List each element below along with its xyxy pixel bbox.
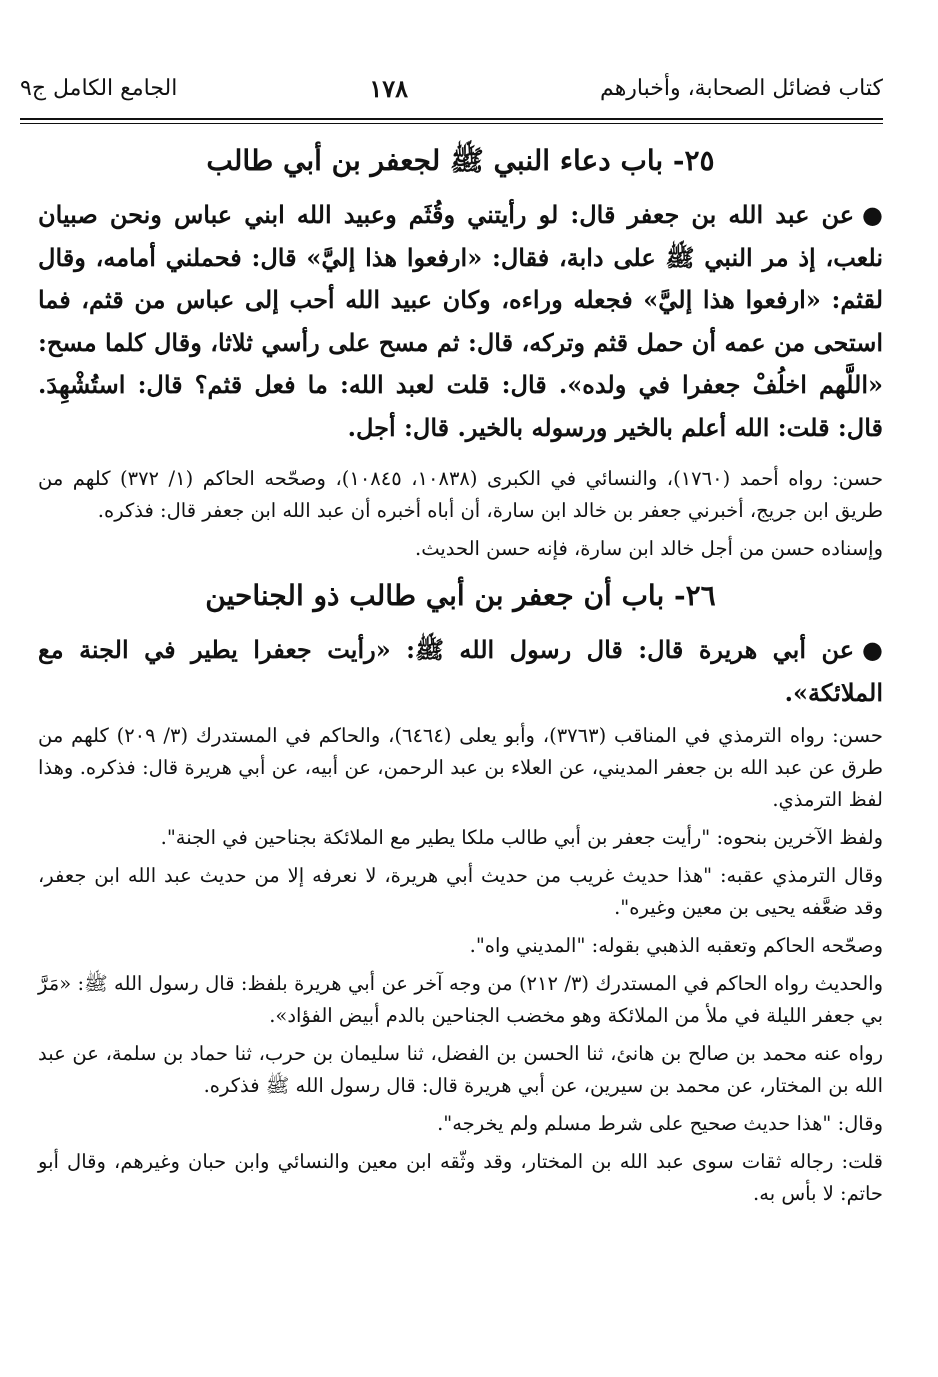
header-rule-thick xyxy=(20,118,883,120)
running-header xyxy=(20,68,883,108)
note-26-8: قلت: رجاله ثقات سوى عبد الله بن المختار، وقد وثّقه ابن معين والنسائي وابن حبان وغيرهم، وقال أبو حاتم: لا بأس به. xyxy=(38,1150,883,1205)
note-26-7: وقال: "هذا حديث صحيح على شرط مسلم ولم يخرجه". xyxy=(437,1112,883,1135)
hadith-text-26 xyxy=(38,629,883,714)
bullet-icon: ● xyxy=(862,635,883,664)
hadith-26-body: عن أبي هريرة قال: قال رسول الله ﷺ: «رأيت جعفرا يطير في الجنة مع الملائكة». xyxy=(38,635,883,707)
header-volume: الجامع الكامل ج٩ xyxy=(20,75,178,101)
header-book-title: كتاب فضائل الصحابة، وأخبارهم xyxy=(600,75,883,101)
hadith-25-body: عن عبد الله بن جعفر قال: لو رأيتني وقُثَم وعبيد الله ابني عباس ونحن صبيان نلعب، إذ مر النبي ﷺ على دابة، فقال: «ارفعوا هذا إليَّ» قال: فحملني أمامه، وقال لقثم: «ارفعوا هذا إليَّ» فجعله وراءه، وكان عبيد الله أحب إلى عباس من قثم، فما استحى من عمه أن حمل قثم وتركه، قال: ثم مسح على رأسي ثلاثا، وقال كلما مسح: «اللَّهم اخلُفْ جعفرا في ولده». قال: قلت لعبد الله: ما فعل قثم؟ قال: استُشْهِدَ. قال: قلت: الله أعلم بالخير ورسوله بالخير. قال: أجل. xyxy=(38,200,884,442)
note-26-5: والحديث رواه الحاكم في المستدرك (٣/ ٢١٢) من وجه آخر عن أبي هريرة بلفظ: قال رسول الله ﷺ: «مَرَّ بي جعفر الليلة في ملأ من الملائكة وهو مخضب الجناحين بالدم أبيض الفؤاد». xyxy=(38,972,883,1027)
hadith-text-25 xyxy=(38,194,883,449)
chapter-heading-25: ٢٥- باب دعاء النبي ﷺ لجعفر بن أبي طالب xyxy=(206,144,715,177)
isnad-note-25: وإسناده حسن من أجل خالد ابن سارة، فإنه حسن الحديث. xyxy=(415,537,883,560)
takhrij-25: حسن: رواه أحمد (١٧٦٠)، والنسائي في الكبرى (١٠٨٣٨، ١٠٨٤٥)، وصحّحه الحاكم (١/ ٣٧٢) كلهم من طريق ابن جريج، أخبرني جعفر بن خالد ابن سارة، أن أباه أخبره أن عبد الله ابن جعفر قال: فذكره. xyxy=(38,467,884,522)
page-content xyxy=(38,130,883,1216)
header-rule-thin xyxy=(20,123,883,124)
note-26-4: وصحّحه الحاكم وتعقبه الذهبي بقوله: "المديني واه". xyxy=(469,934,883,957)
note-26-6: رواه عنه محمد بن صالح بن هانئ، ثنا الحسن بن الفضل، ثنا سليمان بن حرب، ثنا حماد بن سلمة، عن عبد الله بن المختار، عن محمد بن سيرين، عن أبي هريرة قال: قال رسول الله ﷺ فذكره. xyxy=(38,1042,883,1097)
takhrij-26: حسن: رواه الترمذي في المناقب (٣٧٦٣)، وأبو يعلى (٦٤٦٤)، والحاكم في المستدرك (٣/ ٢٠٩) كلهم من طرق عن عبد الله بن جعفر المديني، عن العلاء بن عبد الرحمن، عن أبيه، عن أبي هريرة قال: فذكره. وهذا لفظ الترمذي. xyxy=(38,724,883,811)
chapter-heading-26: ٢٦- باب أن جعفر بن أبي طالب ذو الجناحين xyxy=(205,579,716,612)
note-26-3: وقال الترمذي عقبه: "هذا حديث غريب من حديث أبي هريرة، لا نعرفه إلا من حديث عبد الله ابن جعفر، وقد ضعَّفه يحيى بن معين وغيره". xyxy=(38,864,883,919)
bullet-icon: ● xyxy=(862,200,883,229)
note-26-2: ولفظ الآخرين بنحوه: "رأيت جعفر بن أبي طالب ملكا يطير مع الملائكة بجناحين في الجنة". xyxy=(160,826,883,849)
page-number: ١٧٨ xyxy=(369,73,409,103)
